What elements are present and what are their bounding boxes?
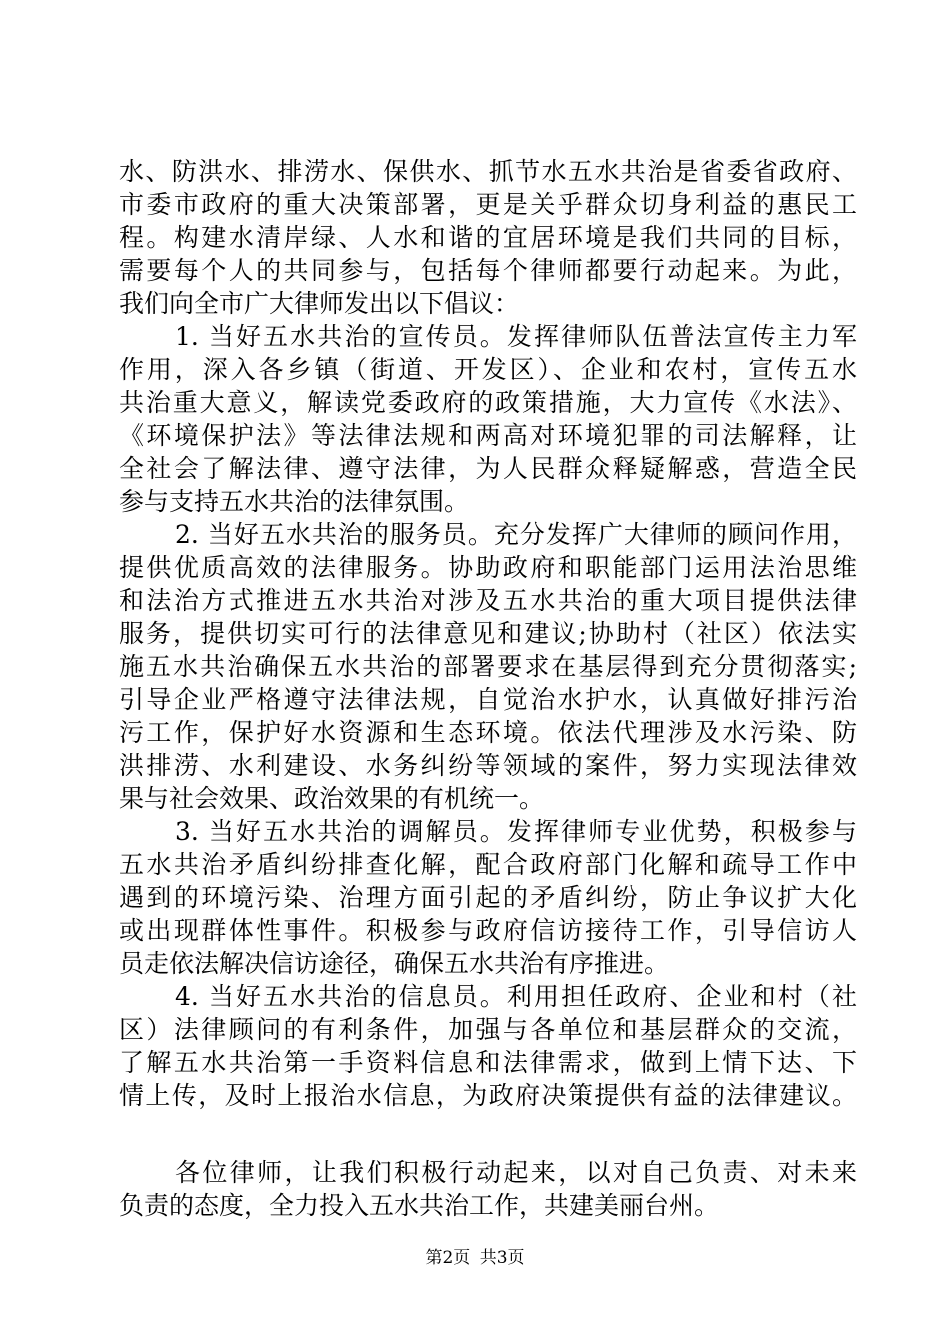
text-line: 市委市政府的重大决策部署，更是关乎群众切身利益的惠民工 xyxy=(119,190,857,219)
text-line: 或出现群体性事件。积极参与政府信访接待工作，引导信访人 xyxy=(119,916,857,945)
page-number: 第2页 xyxy=(425,1248,471,1268)
page-footer xyxy=(0,1243,950,1268)
paragraph-item-2 xyxy=(119,518,857,815)
text-line: 《环境保护法》等法律法规和两高对环境犯罪的司法解释，让 xyxy=(119,421,857,450)
text-line: 程。构建水清岸绿、人水和谐的宜居环境是我们共同的目标， xyxy=(119,223,857,252)
text-line: 区）法律顾问的有利条件，加强与各单位和基层群众的交流， xyxy=(119,1015,857,1044)
text-line: 负责的态度，全力投入五水共治工作，共建美丽台州。 xyxy=(119,1191,720,1220)
text-line: 需要每个人的共同参与，包括每个律师都要行动起来。为此， xyxy=(119,256,857,285)
text-line: 参与支持五水共治的法律氛围。 xyxy=(119,487,470,516)
paragraph-intro xyxy=(119,155,857,320)
text-line: 了解五水共治第一手资料信息和法律需求，做到上情下达、下 xyxy=(119,1048,857,1077)
text-line: 施五水共治确保五水共治的部署要求在基层得到充分贯彻落实; xyxy=(119,652,857,681)
text-line: 3. 当好五水共治的调解员。发挥律师专业优势，积极参与 xyxy=(175,817,857,846)
page-total: 共3页 xyxy=(479,1248,525,1268)
paragraph-spacer xyxy=(119,1112,857,1156)
text-line: 2. 当好五水共治的服务员。充分发挥广大律师的顾问作用， xyxy=(175,520,857,549)
text-line: 水、防洪水、排涝水、保供水、抓节水五水共治是省委省政府、 xyxy=(119,157,857,186)
text-line: 1. 当好五水共治的宣传员。发挥律师队伍普法宣传主力军 xyxy=(175,322,857,351)
text-line: 提供优质高效的法律服务。协助政府和职能部门运用法治思维 xyxy=(119,553,857,582)
text-line: 污工作，保护好水资源和生态环境。依法代理涉及水污染、防 xyxy=(119,718,857,747)
text-line: 共治重大意义，解读党委政府的政策措施，大力宣传《水法》、 xyxy=(119,388,857,417)
text-line: 和法治方式推进五水共治对涉及五水共治的重大项目提供法律 xyxy=(119,586,857,615)
text-line: 各位律师，让我们积极行动起来，以对自己负责、对未来 xyxy=(175,1158,857,1187)
paragraph-item-3 xyxy=(119,815,857,980)
text-line: 五水共治矛盾纠纷排查化解，配合政府部门化解和疏导工作中 xyxy=(119,850,857,879)
paragraph-item-1 xyxy=(119,320,857,518)
text-line: 情上传，及时上报治水信息，为政府决策提供有益的法律建议。 xyxy=(119,1081,857,1110)
text-line: 服务，提供切实可行的法律意见和建议;协助村（社区）依法实 xyxy=(119,619,857,648)
text-line: 4. 当好五水共治的信息员。利用担任政府、企业和村（社 xyxy=(175,982,857,1011)
text-line: 洪排涝、水利建设、水务纠纷等领域的案件，努力实现法律效 xyxy=(119,751,857,780)
text-line: 员走依法解决信访途径，确保五水共治有序推进。 xyxy=(119,949,670,978)
text-line: 全社会了解法律、遵守法律，为人民群众释疑解惑，营造全民 xyxy=(119,454,857,483)
paragraph-item-4 xyxy=(119,980,857,1112)
text-line: 果与社会效果、政治效果的有机统一。 xyxy=(119,784,545,813)
document-body xyxy=(119,155,857,1222)
paragraph-closing xyxy=(119,1156,857,1222)
text-line: 作用，深入各乡镇（街道、开发区）、企业和农村，宣传五水 xyxy=(119,355,857,384)
text-line: 遇到的环境污染、治理方面引起的矛盾纠纷，防止争议扩大化 xyxy=(119,883,857,912)
text-line: 引导企业严格遵守法律法规，自觉治水护水，认真做好排污治 xyxy=(119,685,857,714)
text-line: 我们向全市广大律师发出以下倡议： xyxy=(119,289,520,318)
